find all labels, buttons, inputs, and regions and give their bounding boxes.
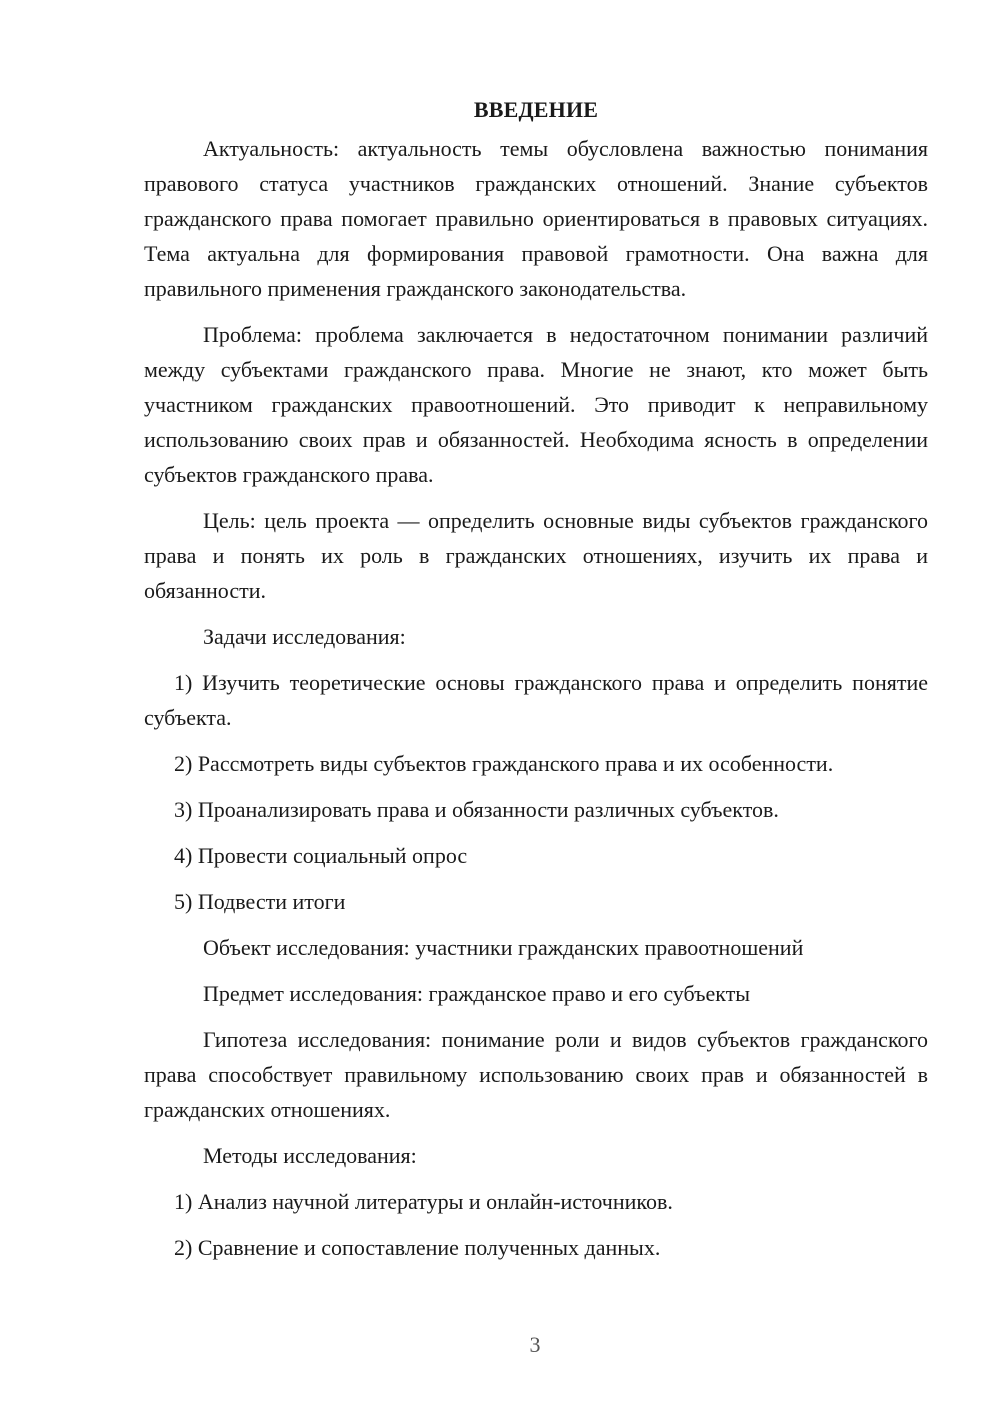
paragraph-problem: Проблема: проблема заключается в недостаточном понимании различий между субъектами гражданского права. Многие не знают, кто может быть участником гражданских правоотношений. Это приводит к неправильному использованию своих прав и обязанностей. Необходима ясность в определении субъектов гражданского права. bbox=[144, 322, 928, 487]
task-item-1: 1) Изучить теоретические основы гражданского права и определить понятие субъекта. bbox=[144, 670, 928, 730]
task-item-5: 5) Подвести итоги bbox=[174, 889, 346, 914]
document-page bbox=[144, 92, 928, 1276]
research-object: Объект исследования: участники гражданских правоотношений bbox=[203, 935, 804, 960]
task-item-2: 2) Рассмотреть виды субъектов гражданского права и их особенности. bbox=[174, 751, 834, 776]
page-number: 3 bbox=[529, 1332, 541, 1357]
research-hypothesis: Гипотеза исследования: понимание роли и видов субъектов гражданского права способствует правильному использованию своих прав и обязанностей в гражданских отношениях. bbox=[144, 1027, 928, 1122]
method-item-2: 2) Сравнение и сопоставление полученных данных. bbox=[174, 1235, 661, 1260]
page-title: ВВЕДЕНИЕ bbox=[473, 97, 599, 122]
paragraph-goal: Цель: цель проекта — определить основные виды субъектов гражданского права и понять их роль в гражданских отношениях, изучить их права и обязанности. bbox=[144, 508, 928, 603]
research-subject: Предмет исследования: гражданское право и его субъекты bbox=[203, 981, 751, 1006]
method-item-1: 1) Анализ научной литературы и онлайн-источников. bbox=[174, 1189, 673, 1214]
task-item-3: 3) Проанализировать права и обязанности различных субъектов. bbox=[174, 797, 779, 822]
methods-heading: Методы исследования: bbox=[203, 1143, 417, 1168]
paragraph-relevance: Актуальность: актуальность темы обусловлена важностью понимания правового статуса участников гражданских отношений. Знание субъектов гражданского права помогает правильно ориентироваться в правовых ситуациях. Тема актуальна для формирования правовой грамотности. Она важна для правильного применения гражданского законодательства. bbox=[144, 136, 928, 301]
tasks-heading: Задачи исследования: bbox=[203, 624, 406, 649]
task-item-4: 4) Провести социальный опрос bbox=[174, 843, 468, 868]
